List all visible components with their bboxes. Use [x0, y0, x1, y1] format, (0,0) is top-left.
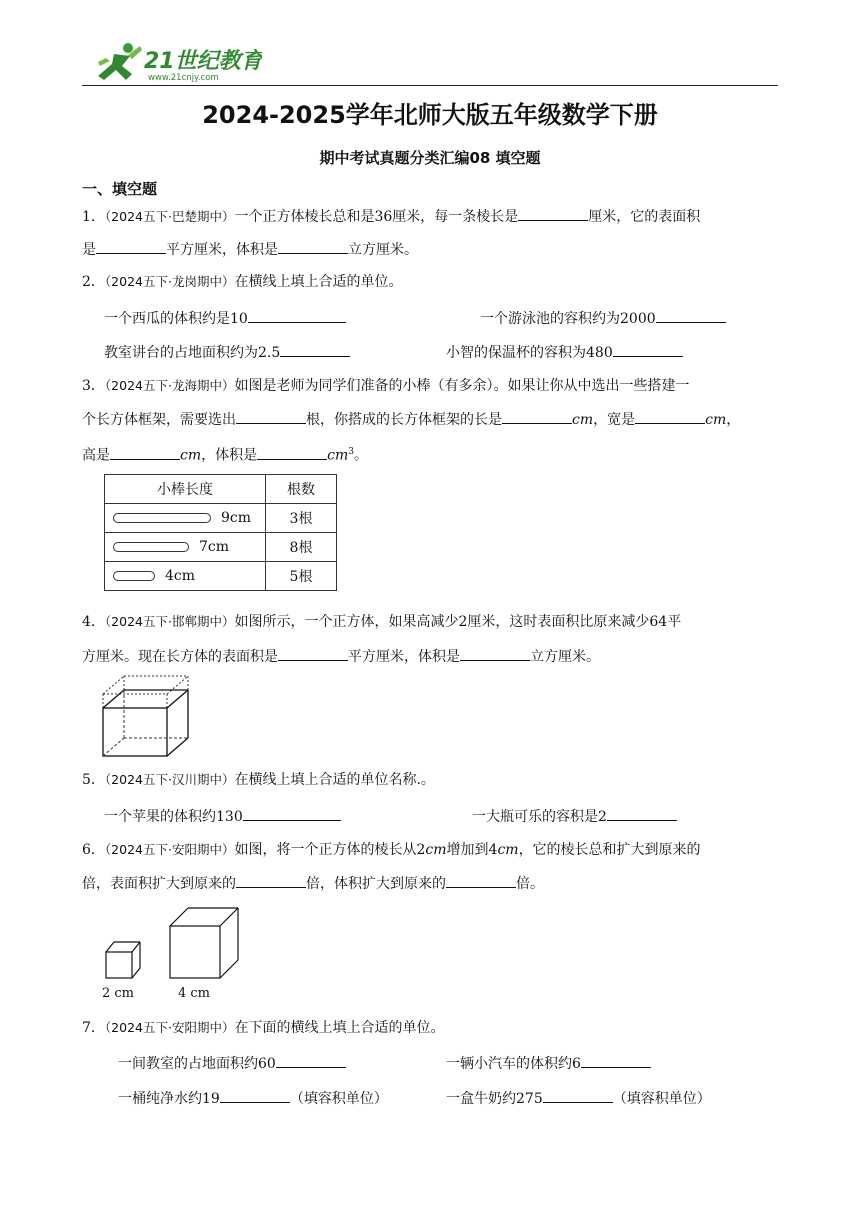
- table-row: 9cm 3根: [105, 504, 337, 533]
- q3-blank2[interactable]: [502, 409, 572, 424]
- section-heading: 一、填空题: [82, 180, 158, 198]
- table-header: 小棒长度: [105, 475, 266, 504]
- page-title: 2024-2025学年北师大版五年级数学下册: [202, 101, 658, 129]
- q7-line1: 7．（2024五下·安阳期中）在下面的横线上填上合适的单位。: [82, 1020, 445, 1036]
- q4-blank2[interactable]: [460, 646, 530, 661]
- stick-7cm-icon: [113, 542, 189, 552]
- q2-blank-c[interactable]: [280, 342, 350, 357]
- q3-line3: 高是 cm，体积是 $cm^3$。: [82, 442, 368, 466]
- q6-blank2[interactable]: [446, 873, 516, 888]
- stick-9cm-icon: [113, 513, 211, 523]
- q2-item-b: 一个游泳池的容积约为2000: [480, 308, 726, 329]
- table-header: 根数: [266, 475, 337, 504]
- q3-blank1[interactable]: [236, 409, 306, 424]
- q1-line2: 是 平方厘米，体积是 立方厘米。: [82, 239, 418, 260]
- sticks-table: [104, 474, 337, 591]
- q6-line1: 6．（2024五下·安阳期中）如图，将一个正方体的棱长从2cm增加到4cm，它的棱长总和扩大到原来的: [82, 842, 701, 858]
- q7-blank-a[interactable]: [276, 1053, 346, 1068]
- q2-line1: 2．（2024五下·龙岗期中）在横线上填上合适的单位。: [82, 274, 403, 290]
- q3-blank4[interactable]: [110, 445, 180, 460]
- q5-line1: 5．（2024五下·汉川期中）在横线上填上合适的单位名称.。: [82, 772, 435, 788]
- q3-line2: 个长方体框架，需要选出 根，你搭成的长方体框架的长是 cm，宽是 cm，: [82, 409, 740, 430]
- q2-item-a: 一个西瓜的体积约是10: [104, 308, 346, 329]
- q6-blank1[interactable]: [236, 873, 306, 888]
- q2-item-d: 小智的保温杯的容积为480: [446, 342, 683, 363]
- two-cubes-diagram: [100, 906, 245, 981]
- q6-line2: 倍，表面积扩大到原来的 倍，体积扩大到原来的 倍。: [82, 873, 544, 894]
- table-row: 4cm 5根: [105, 562, 337, 591]
- q4-line2: 方厘米。现在长方体的表面积是 平方厘米，体积是 立方厘米。: [82, 646, 600, 667]
- small-cube-label: 2 cm: [102, 986, 135, 1001]
- q7-item-d: 一盒牛奶约275 （填容积单位）: [446, 1088, 711, 1109]
- logo-text: 21世纪教育: [144, 49, 262, 74]
- q3-blank5[interactable]: [257, 445, 327, 460]
- q4-line1: 4．（2024五下·邯郸期中）如图所示，一个正方体，如果高减少2厘米，这时表面积比原来减少64平: [82, 614, 682, 630]
- q5-item-a: 一个苹果的体积约130: [104, 806, 341, 827]
- q1-line1: 1．（2024五下·巴楚期中）一个正方体棱长总和是36厘米，每一条棱长是 厘米，它的表面积: [82, 206, 700, 227]
- runner-logo-icon: [92, 40, 262, 84]
- q1-blank1[interactable]: [518, 206, 588, 221]
- table-row: 7cm 8根: [105, 533, 337, 562]
- large-cube-label: 4 cm: [178, 986, 211, 1001]
- q4-blank1[interactable]: [278, 646, 348, 661]
- q2-blank-b[interactable]: [656, 308, 726, 323]
- q1-blank2[interactable]: [96, 239, 166, 254]
- header-rule: [82, 85, 778, 86]
- small-cube-icon: [106, 942, 140, 978]
- q5-blank-b[interactable]: [607, 806, 677, 821]
- cube-diagram: [100, 674, 192, 760]
- q7-item-a: 一间教室的占地面积约60: [118, 1053, 346, 1074]
- q3-blank3[interactable]: [635, 409, 705, 424]
- q7-blank-c[interactable]: [220, 1088, 290, 1103]
- stick-4cm-icon: [113, 571, 155, 581]
- page-subtitle: 期中考试真题分类汇编08 填空题: [319, 149, 541, 167]
- q2-blank-a[interactable]: [248, 308, 346, 323]
- q7-item-c: 一桶纯净水约19 （填容积单位）: [118, 1088, 388, 1109]
- q2-blank-d[interactable]: [613, 342, 683, 357]
- q7-blank-d[interactable]: [543, 1088, 613, 1103]
- logo-url: www.21cnjy.com: [148, 73, 219, 83]
- table-header-row: [105, 475, 337, 504]
- q5-blank-a[interactable]: [243, 806, 341, 821]
- q2-item-c: 教室讲台的占地面积约为2.5: [104, 342, 350, 363]
- q5-item-b: 一大瓶可乐的容积是2: [472, 806, 677, 827]
- q7-item-b: 一辆小汽车的体积约6: [446, 1053, 651, 1074]
- logo: [92, 40, 262, 84]
- q3-line1: 3．（2024五下·龙海期中）如图是老师为同学们准备的小棒（有多余）。如果让你从中选出一些搭建一: [82, 378, 690, 394]
- q1-blank3[interactable]: [278, 239, 348, 254]
- q7-blank-b[interactable]: [581, 1053, 651, 1068]
- large-cube-icon: [170, 908, 238, 978]
